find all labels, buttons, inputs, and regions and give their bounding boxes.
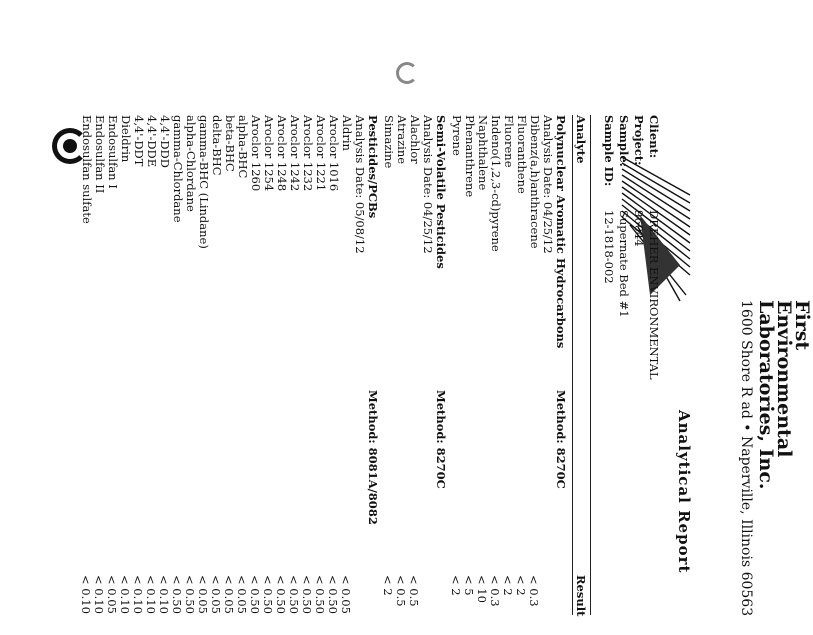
header-rule-bottom xyxy=(572,115,573,615)
table-row-result: < 0.50 xyxy=(326,575,340,614)
table-row-analyte: Naphthalene xyxy=(476,115,490,191)
table-row-result: < 2 xyxy=(514,575,528,596)
rotated-report xyxy=(30,20,813,620)
section-method: Method: 8270C xyxy=(434,390,448,489)
table-row-analyte: Simazine xyxy=(382,115,396,169)
table-row-analyte: gamma-Chlordane xyxy=(171,115,185,223)
table-row-result: < 0.10 xyxy=(118,575,132,614)
table-row-result: < 0.50 xyxy=(313,575,327,614)
table-row-result: < 0.50 xyxy=(261,575,275,614)
section-analysis-date: Analysis Date: 04/25/12 xyxy=(541,115,555,254)
table-row-analyte: 4,4'-DDE xyxy=(145,115,159,168)
info-label-sample-id: Sample ID: xyxy=(602,115,616,187)
table-row-result: < 0.05 xyxy=(209,575,223,614)
table-row-result: < 0.50 xyxy=(183,575,197,614)
table-row-result: < 0.05 xyxy=(339,575,353,614)
table-row-result: < 5 xyxy=(462,575,476,596)
table-row-result: < 0.10 xyxy=(79,575,93,614)
column-header-analyte: Analyte xyxy=(574,115,588,164)
table-row-analyte: Endosulfan I xyxy=(106,115,120,189)
table-row-analyte: Pyrene xyxy=(450,115,464,156)
table-row-analyte: Aroclor 1260 xyxy=(249,115,263,192)
table-row-analyte: delta-BHC xyxy=(210,115,224,176)
section-heading: Polynuclear Aromatic Hydrocarbons xyxy=(554,115,568,349)
table-row-analyte: Fluorene xyxy=(502,115,516,168)
company-address: 1600 Shore R ad • Naperville, Illinois 60563 xyxy=(738,300,754,617)
section-heading: Pesticides/PCBs xyxy=(366,115,380,219)
header-rule-top xyxy=(590,115,591,615)
section-method: Method: 8081A/8082 xyxy=(366,390,380,525)
table-row-analyte: Aroclor 1248 xyxy=(275,115,289,192)
table-row-result: < 0.3 xyxy=(527,575,541,607)
info-value-sample-id: 12-1818-002 xyxy=(602,210,616,284)
table-row-result: < 0.50 xyxy=(248,575,262,614)
table-row-result: < 0.50 xyxy=(287,575,301,614)
table-row-result: < 0.05 xyxy=(105,575,119,614)
table-row-result: < 2 xyxy=(501,575,515,596)
info-value-sample: Supernate Bed #1 xyxy=(617,210,631,318)
table-row-result: < 0.10 xyxy=(144,575,158,614)
table-row-result: < 0.05 xyxy=(196,575,210,614)
table-row-result: < 0.5 xyxy=(407,575,421,607)
column-header-result: Result xyxy=(574,575,588,617)
table-row-result: < 0.10 xyxy=(92,575,106,614)
table-row-result: < 0.10 xyxy=(131,575,145,614)
table-row-analyte: Endosulfan sulfate xyxy=(80,115,94,224)
section-analysis-date: Analysis Date: 04/25/12 xyxy=(421,115,435,254)
section-analysis-date: Analysis Date: 05/08/12 xyxy=(353,115,367,254)
table-row-analyte: Fluoranthene xyxy=(515,115,529,194)
table-row-result: < 0.5 xyxy=(394,575,408,607)
scan-left-edge xyxy=(0,0,22,618)
info-value-client: DREHER ENVIRONMENTAL xyxy=(647,210,661,380)
table-row-analyte: Dieldrin xyxy=(119,115,133,163)
table-row-analyte: alpha-BHC xyxy=(236,115,250,179)
info-label-sample: Sample: xyxy=(617,115,631,167)
info-value-project: 96044 xyxy=(632,210,646,247)
company-name-line2: Environmental xyxy=(773,300,795,458)
table-row-analyte: Phenanthrene xyxy=(463,115,477,198)
company-name-line3: Laboratories, Inc. xyxy=(755,300,777,490)
table-row-analyte: Atrazine xyxy=(395,115,409,165)
table-row-analyte: Aroclor 1016 xyxy=(327,115,341,192)
table-row-analyte: Aroclor 1242 xyxy=(288,115,302,192)
table-row-analyte: Indeno(1,2,3-cd)pyrene xyxy=(489,115,503,252)
table-row-analyte: Endosulfan II xyxy=(93,115,107,194)
table-row-result: < 2 xyxy=(381,575,395,596)
table-row-result: < 0.50 xyxy=(274,575,288,614)
table-row-analyte: 4,4'-DDD xyxy=(158,115,172,168)
table-row-analyte: Alachlor xyxy=(408,115,422,164)
table-row-analyte: Aldrin xyxy=(340,115,354,151)
table-row-analyte: alpha-Chlordane xyxy=(184,115,198,212)
info-label-client: Client: xyxy=(647,115,661,159)
table-row-analyte: Aroclor 1232 xyxy=(301,115,315,192)
table-row-analyte: Dibenz(a,h)anthracene xyxy=(528,115,542,249)
table-row-result: < 0.50 xyxy=(170,575,184,614)
table-row-analyte: gamma-BHC (Lindane) xyxy=(197,115,211,249)
info-label-project: Project: xyxy=(632,115,646,166)
table-row-analyte: Aroclor 1221 xyxy=(314,115,328,192)
table-row-result: < 0.10 xyxy=(157,575,171,614)
table-row-analyte: 4,4'-DDT xyxy=(132,115,146,167)
table-row-analyte: Aroclor 1254 xyxy=(262,115,276,192)
report-title: Analytical Report xyxy=(675,410,693,574)
section-heading: Semi-Volatile Pesticides xyxy=(434,115,448,269)
section-method: Method: 8270C xyxy=(554,390,568,489)
table-row-result: < 10 xyxy=(475,575,489,603)
table-row-result: < 2 xyxy=(449,575,463,596)
company-name-line1: First xyxy=(791,300,813,351)
table-row-result: < 0.3 xyxy=(488,575,502,607)
table-row-analyte: beta-BHC xyxy=(223,115,237,172)
table-row-result: < 0.50 xyxy=(300,575,314,614)
table-row-result: < 0.05 xyxy=(222,575,236,614)
table-row-result: < 0.05 xyxy=(235,575,249,614)
